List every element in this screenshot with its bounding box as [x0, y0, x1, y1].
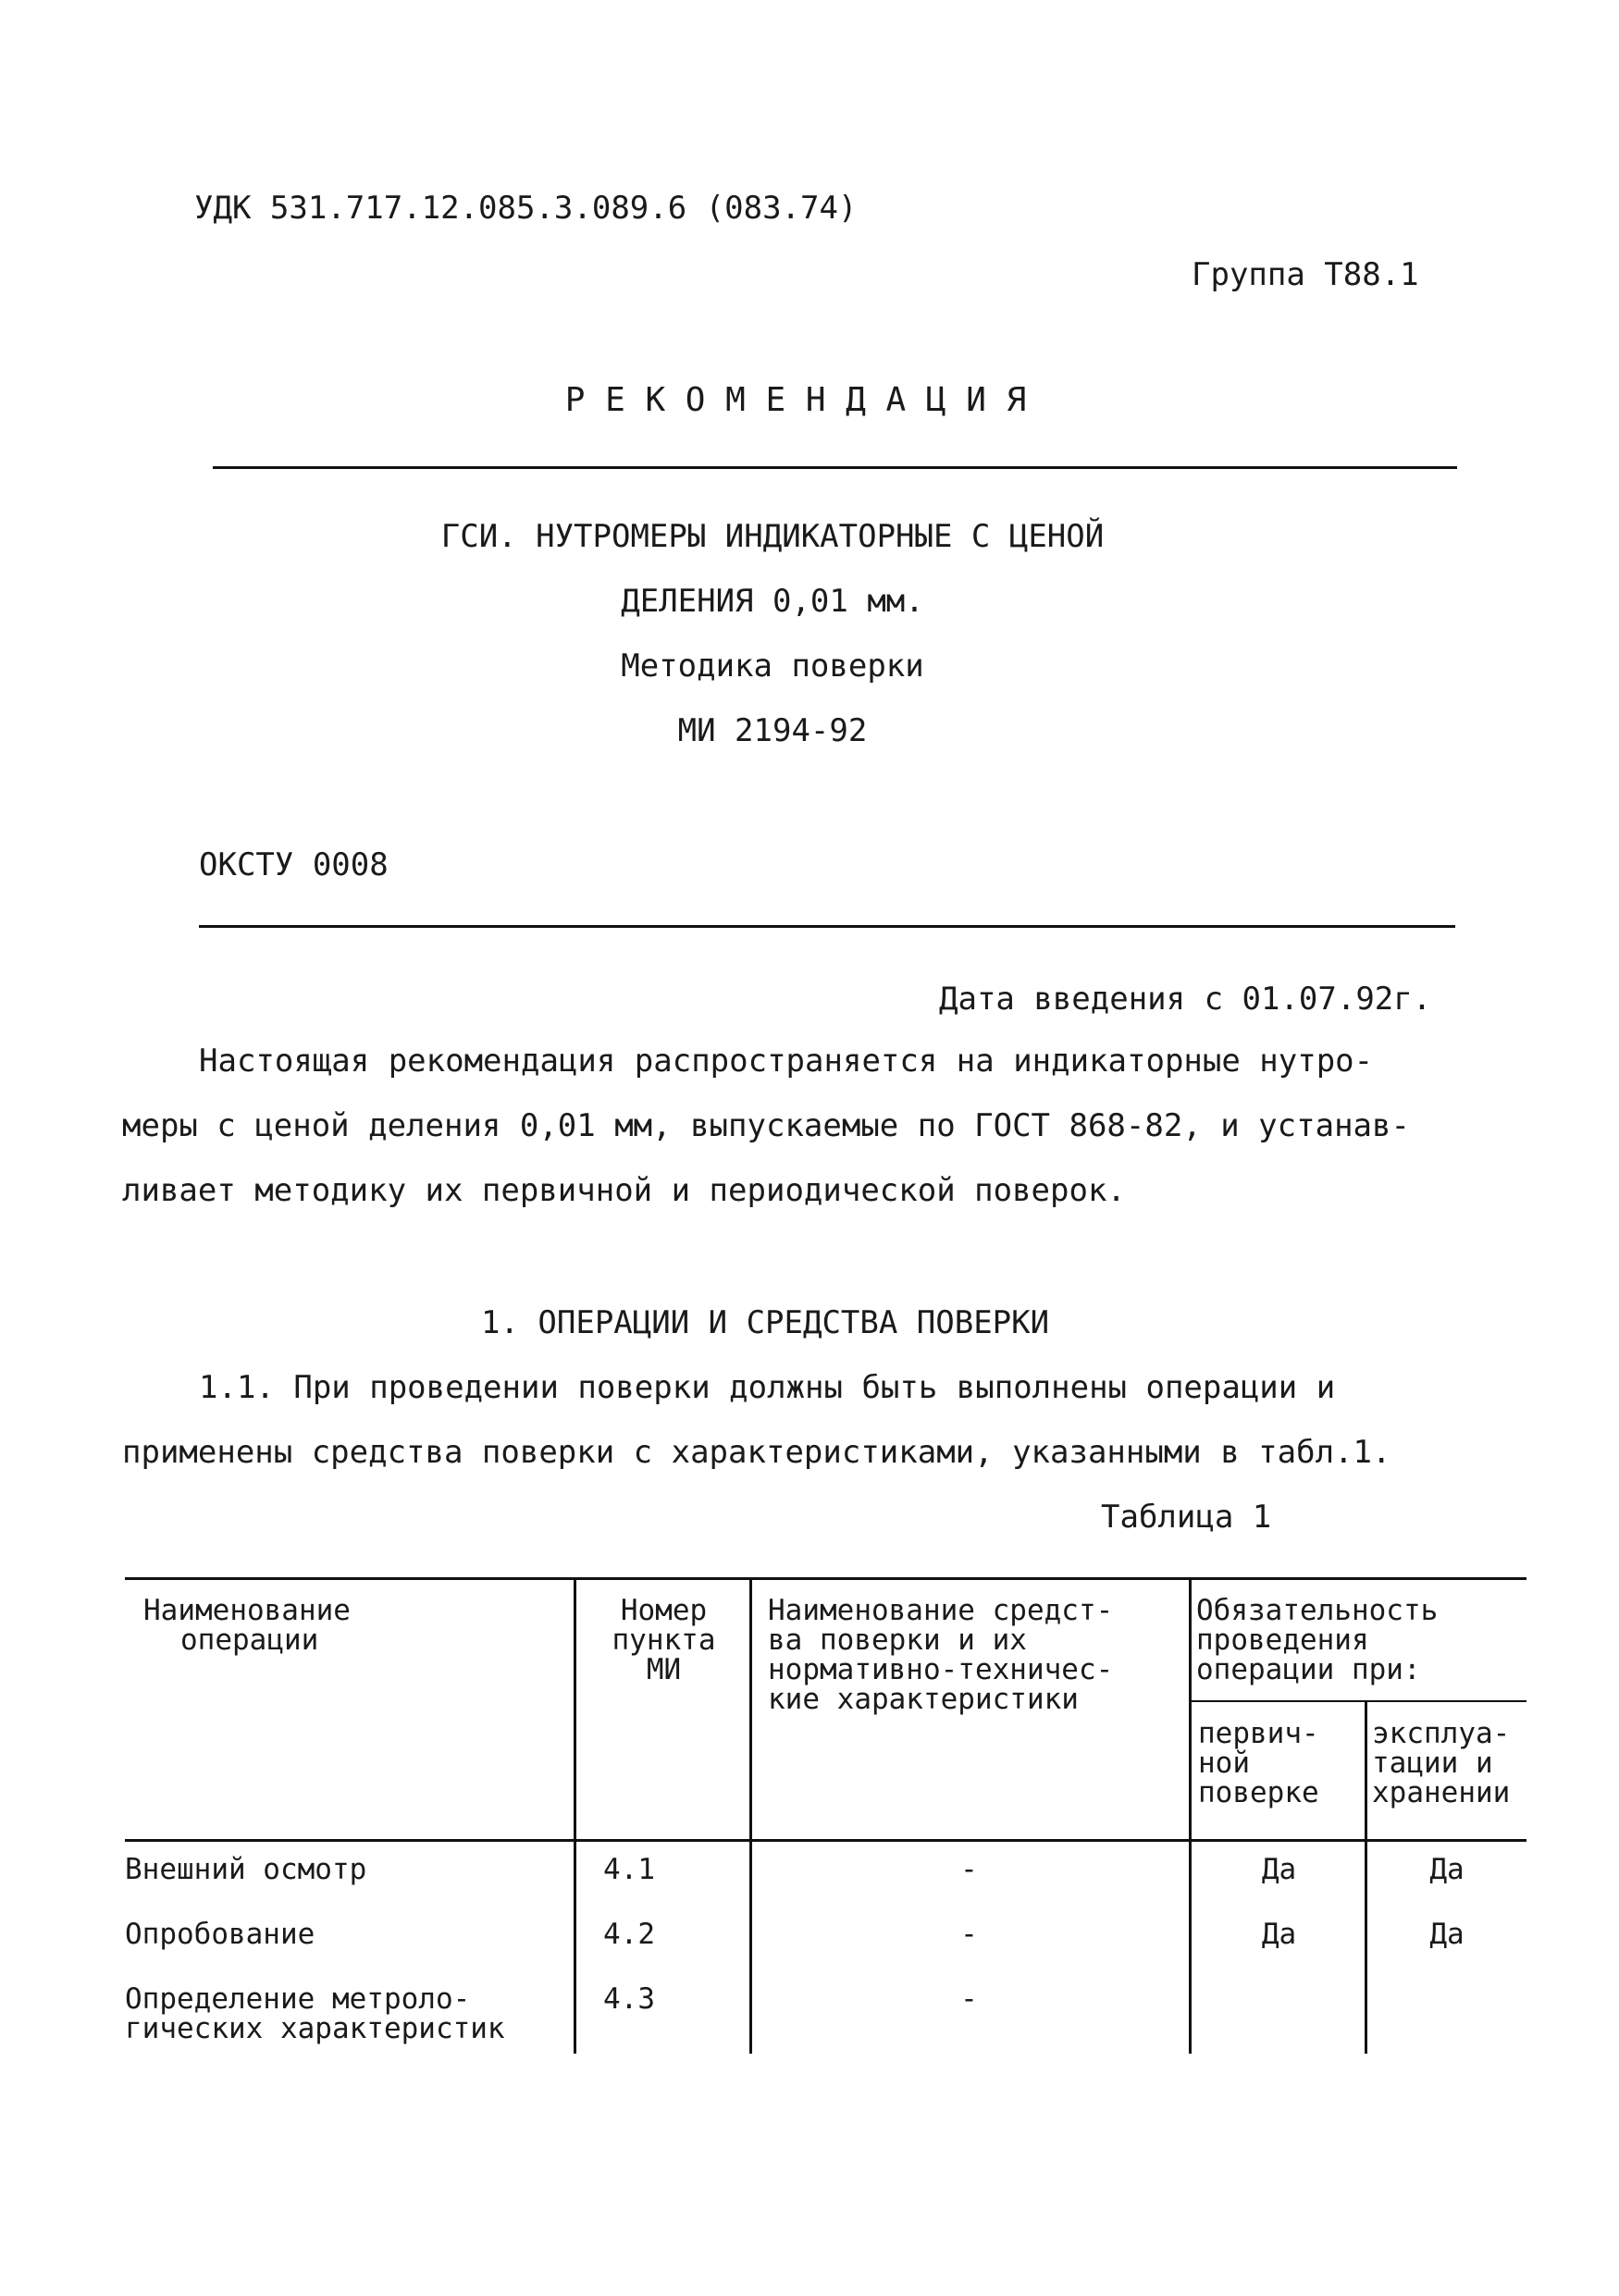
- table-row-3-name: Определение метроло- гических характеристик: [125, 1982, 505, 2045]
- table-row-1-means: -: [960, 1853, 978, 1886]
- group-code: Группа Т88.1: [1192, 256, 1419, 293]
- header-verification-means: Наименование средст- ва поверки и их нормативно-техничес- кие характеристики: [768, 1594, 1114, 1716]
- table-subheader-rule: [1189, 1700, 1526, 1702]
- header-operation-name: Наименование операции: [143, 1594, 351, 1657]
- okstu-code: ОКСТУ 0008: [199, 846, 389, 883]
- section-1-heading: 1. ОПЕРАЦИИ И СРЕДСТВА ПОВЕРКИ: [481, 1304, 1050, 1341]
- table-top-border: [125, 1577, 1526, 1580]
- title-line-1: ГСИ. НУТРОМЕРЫ ИНДИКАТОРНЫЕ С ЦЕНОЙ: [440, 518, 1105, 555]
- table-row-1-primary: Да: [1261, 1853, 1297, 1886]
- header-mandatory-group: Обязательность проведения операции при:: [1196, 1594, 1439, 1686]
- table-row-3-point: 4.3: [603, 1982, 655, 2016]
- udk-code: УДК 531.717.12.085.3.089.6 (083.74): [194, 190, 858, 227]
- table-row-1-operation: Да: [1429, 1853, 1465, 1886]
- header-point-number: Номер пункта МИ: [612, 1594, 716, 1686]
- title-line-4: МИ 2194-92: [677, 712, 868, 749]
- table-row-2-primary: Да: [1261, 1918, 1297, 1951]
- table-row-2-point: 4.2: [603, 1918, 655, 1951]
- table-col-divider-3: [1189, 1577, 1192, 2054]
- intro-line-1: Настоящая рекомендация распространяется на индикаторные нутро-: [199, 1043, 1374, 1080]
- intro-line-2: меры с ценой деления 0,01 мм, выпускаемые по ГОСТ 868-82, и устанав-: [122, 1107, 1410, 1144]
- title-rule-bottom: [199, 925, 1455, 928]
- table-caption: Таблица 1: [1101, 1499, 1272, 1536]
- table-row-1-name: Внешний осмотр: [125, 1853, 367, 1886]
- intro-line-3: ливает методику их первичной и периодической поверок.: [122, 1172, 1126, 1209]
- table-header-bottom-border: [125, 1839, 1526, 1842]
- title-line-3: Методика поверки: [621, 648, 924, 685]
- table-row-2-operation: Да: [1429, 1918, 1465, 1951]
- table-row-3-means: -: [960, 1982, 978, 2016]
- header-operation-storage: эксплуа- тации и хранении: [1372, 1717, 1511, 1809]
- table-col-divider-2: [749, 1577, 752, 2054]
- document-type-title: Р Е К О М Е Н Д А Ц И Я: [564, 381, 1027, 419]
- section-1-paragraph-line-2: применены средства поверки с характеристиками, указанными в табл.1.: [122, 1434, 1391, 1471]
- table-col-divider-1: [574, 1577, 576, 2054]
- header-primary-verification: первич- ной поверке: [1198, 1717, 1319, 1809]
- table-row-2-means: -: [960, 1918, 978, 1951]
- title-rule-top: [213, 466, 1457, 469]
- title-line-2: ДЕЛЕНИЯ 0,01 мм.: [621, 583, 924, 620]
- table-row-2-name: Опробование: [125, 1918, 315, 1951]
- table-row-1-point: 4.1: [603, 1853, 655, 1886]
- section-1-paragraph-line-1: 1.1. При проведении поверки должны быть выполнены операции и: [199, 1369, 1336, 1406]
- intro-date: Дата введения с 01.07.92г.: [939, 981, 1432, 1018]
